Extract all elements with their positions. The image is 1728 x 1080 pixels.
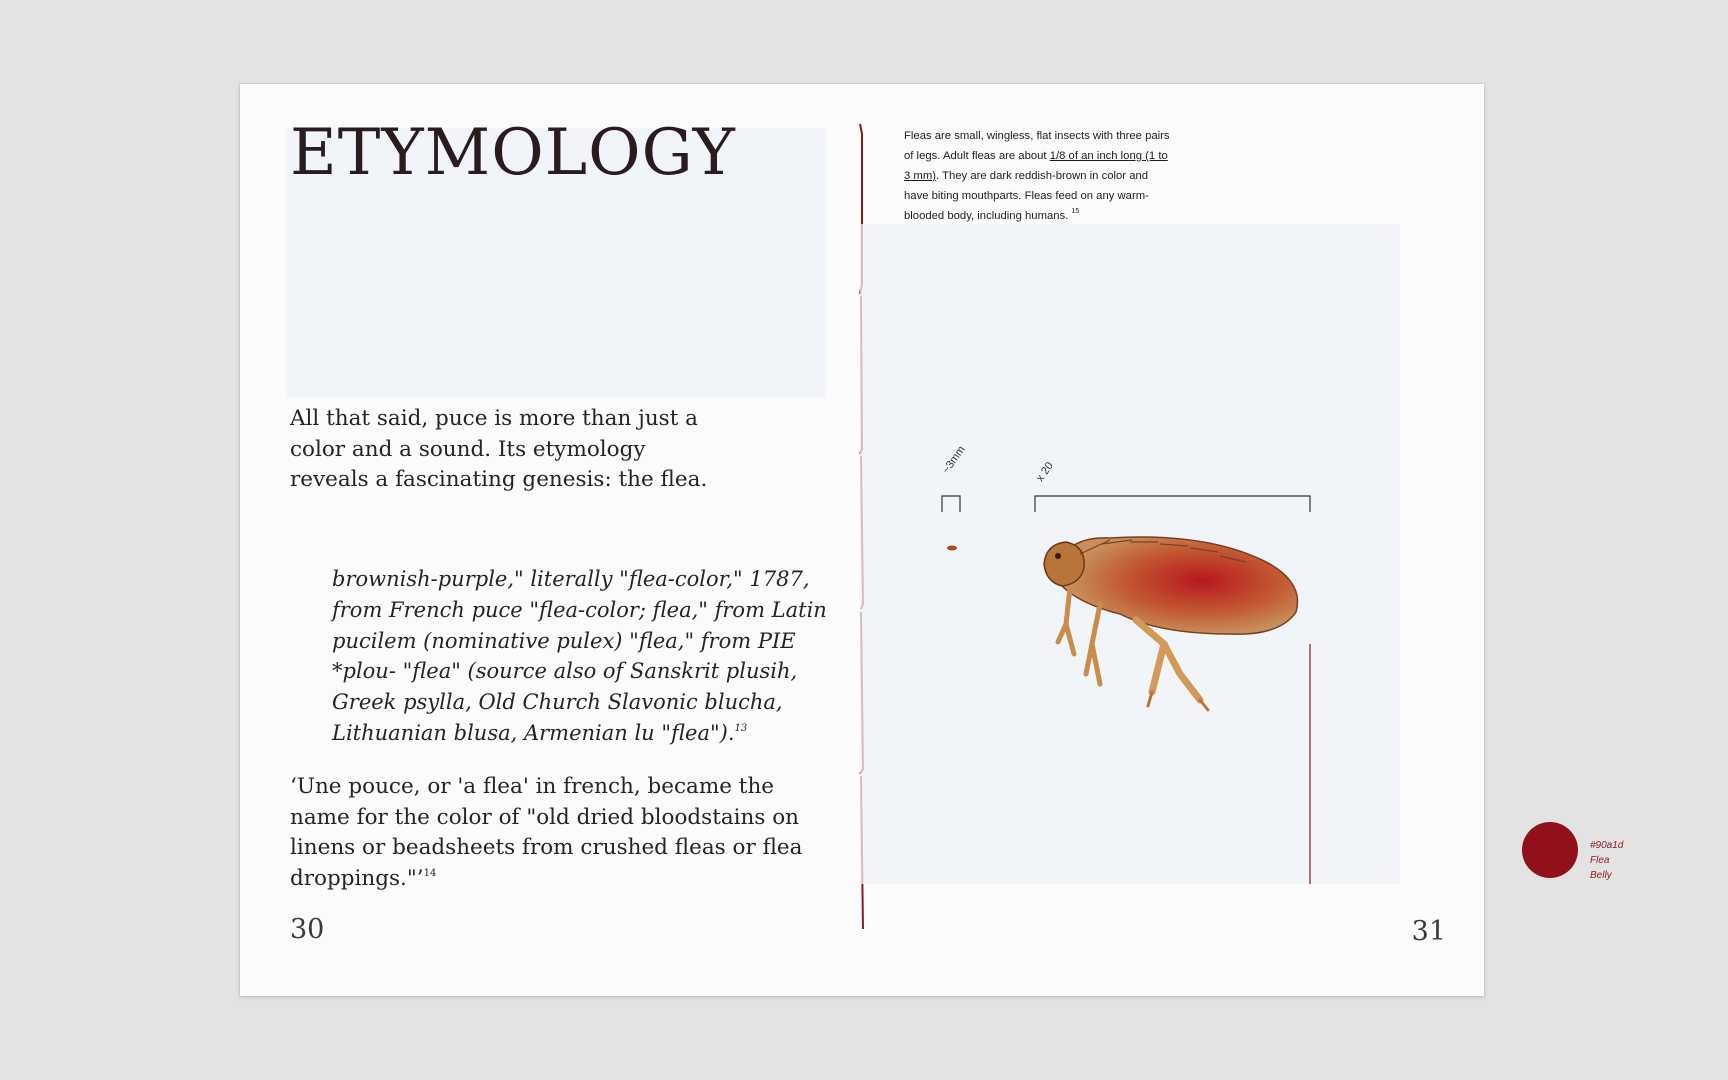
page-number-right: 31 (1411, 916, 1446, 947)
magnification-label: x 20 (1034, 460, 1056, 484)
closing-paragraph: ‘Une pouce, or 'a flea' in french, became the name for the color of "old dried bloodstains on linens or beadsheets from crushed fleas or flea droppings."’$^{14}$ (290, 774, 803, 891)
footnote-ref: 14 (423, 867, 437, 879)
flea-caption: Fleas are small, wingless, flat insects with three pairs of legs. Adult fleas are about 1/8 of an inch long (1 to 3 mm). They are dark reddish-brown in color and have biting mouthparts. Fleas feed on any warm-blooded body, including humans. $^{15}$ (904, 130, 1170, 222)
actual-size-label: ~3mm (940, 443, 968, 476)
small-flea-icon (947, 546, 957, 551)
left-page (240, 84, 860, 996)
etymology-quote: brownish-purple," literally "flea-color," 1787, from French puce "flea-color; flea," from Latin pucilem (nominative pulex) "flea," from PIE *plou- "flea" (source also of Sanskrit plusih, Greek psylla, Old Church Slavonic blucha, Lithuanian blusa, Armenian lu "flea").$^{13}$ (332, 567, 827, 745)
right-page (860, 84, 1624, 996)
color-swatch-dot (1522, 822, 1578, 878)
swatch-label (1590, 838, 1623, 883)
footnote-ref: 13 (734, 722, 748, 734)
book-spread (240, 84, 1624, 996)
page-number-left: 30 (290, 914, 325, 945)
swatch-hex: #90a1d (1590, 840, 1624, 851)
swatch-name: Flea Belly (1590, 855, 1612, 881)
flea-illustration (1040, 524, 1340, 714)
intro-paragraph: All that said, puce is more than just a color and a sound. Its etymology reveals a fascinating genesis: the flea. (290, 406, 708, 492)
page-title: ETYMOLOGY (290, 116, 736, 190)
